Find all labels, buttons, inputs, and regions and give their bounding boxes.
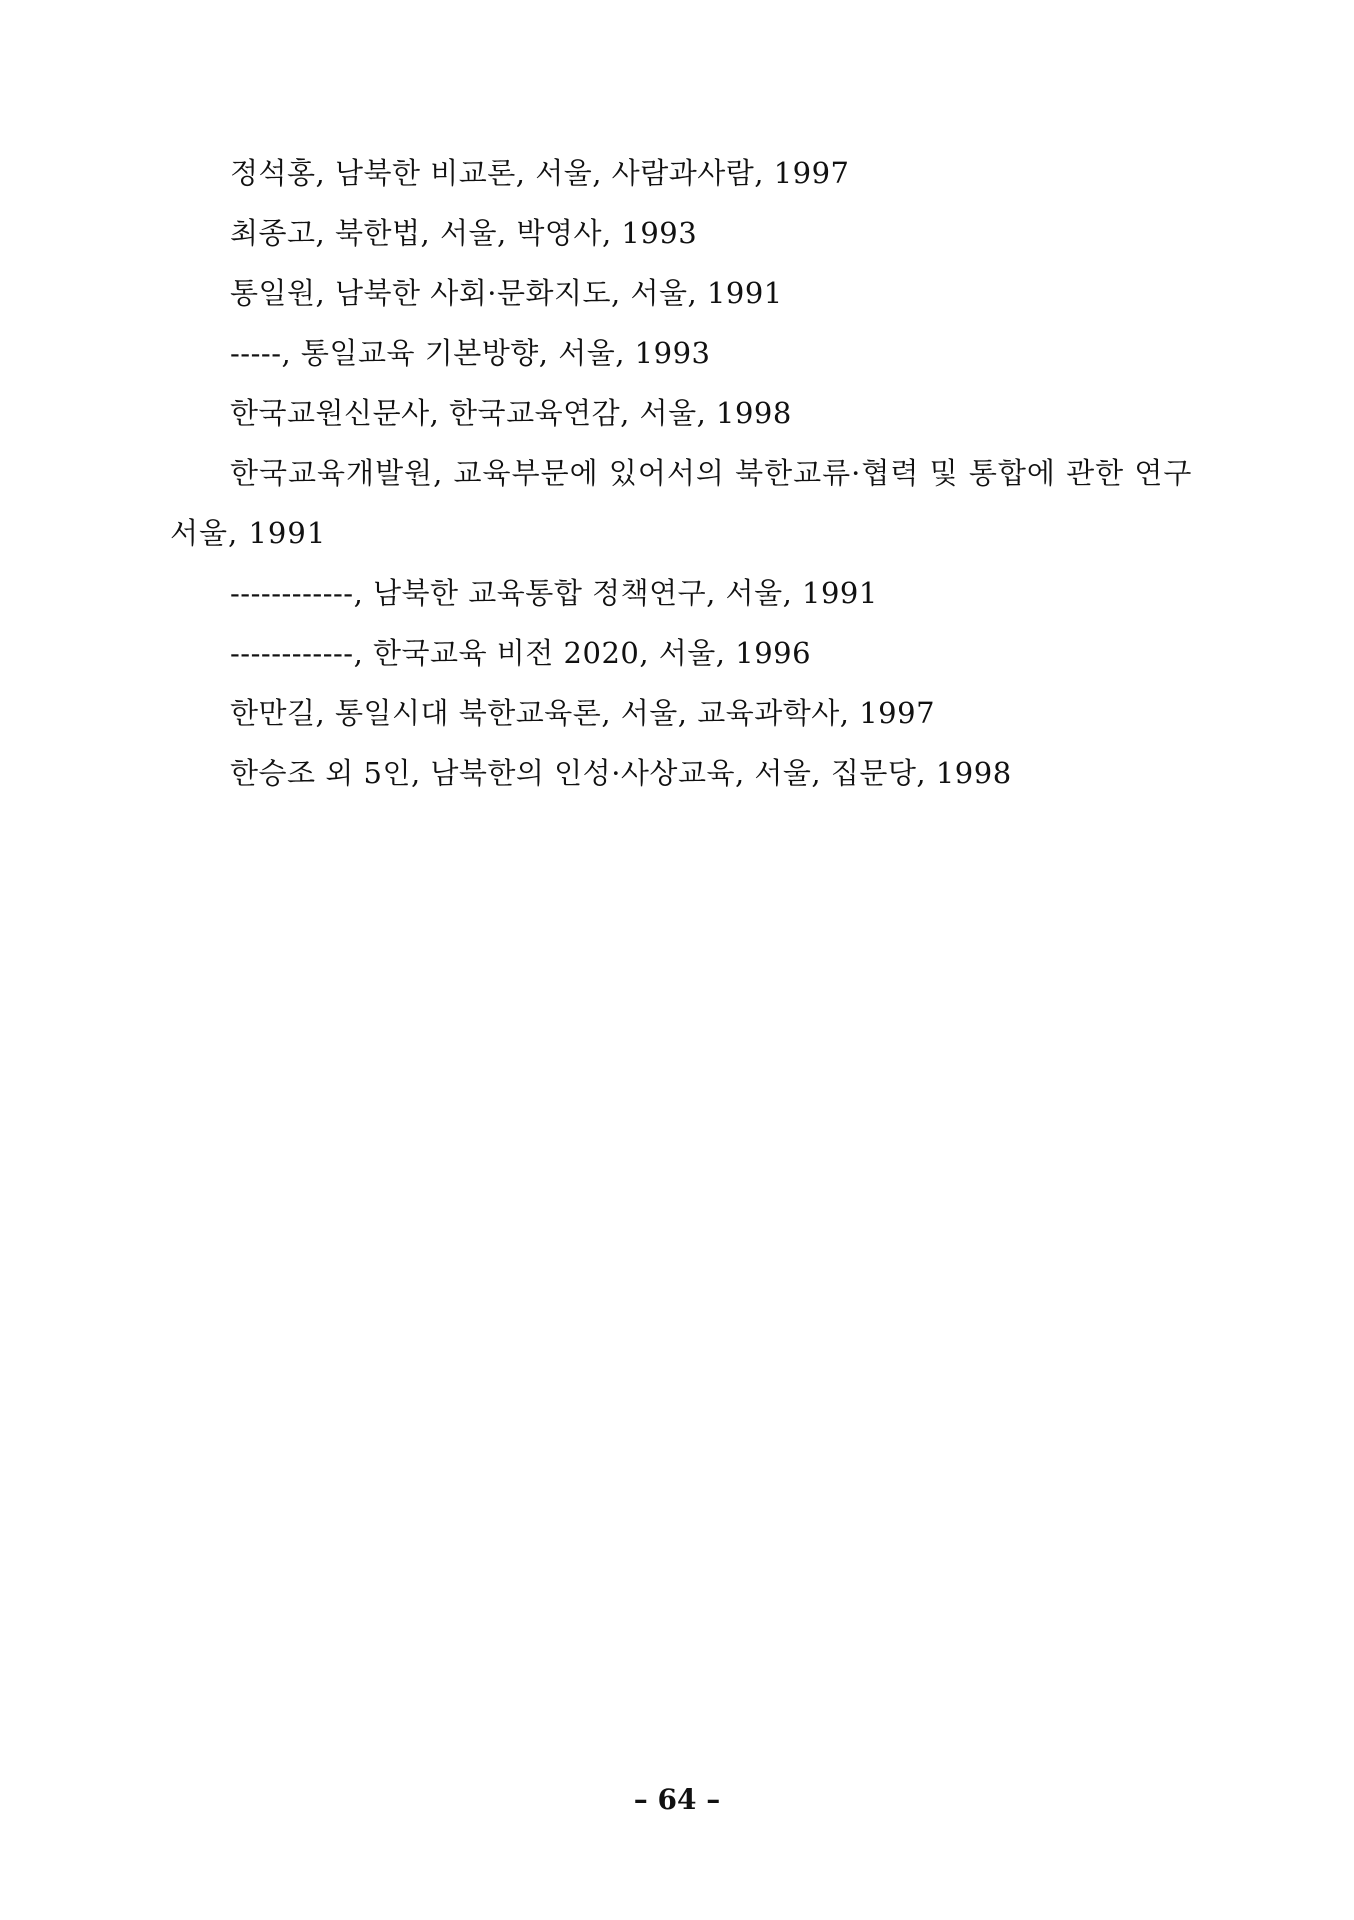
reference-entry: ------------, 남북한 교육통합 정책연구, 서울, 1991 (230, 576, 878, 610)
reference-entry: ------------, 한국교육 비전 2020, 서울, 1996 (230, 636, 812, 670)
reference-entry: 한만길, 통일시대 북한교육론, 서울, 교육과학사, 1997 (230, 696, 936, 730)
page-number: – 64 – (633, 1783, 721, 1816)
reference-entry: 정석홍, 남북한 비교론, 서울, 사람과사람, 1997 (230, 156, 850, 190)
reference-entry: 한승조 외 5인, 남북한의 인성·사상교육, 서울, 집문당, 1998 (230, 756, 1012, 790)
reference-list (170, 143, 1210, 803)
reference-entry: -----, 통일교육 기본방향, 서울, 1993 (230, 336, 711, 370)
reference-entry: 한국교육개발원, 교육부문에 있어서의 북한교류·협력 및 통합에 관한 연구 서울, 1991 (170, 456, 1193, 550)
reference-entry: 통일원, 남북한 사회·문화지도, 서울, 1991 (230, 276, 783, 310)
reference-entry: 최종고, 북한법, 서울, 박영사, 1993 (230, 216, 698, 250)
reference-entry: 한국교원신문사, 한국교육연감, 서울, 1998 (230, 396, 792, 430)
